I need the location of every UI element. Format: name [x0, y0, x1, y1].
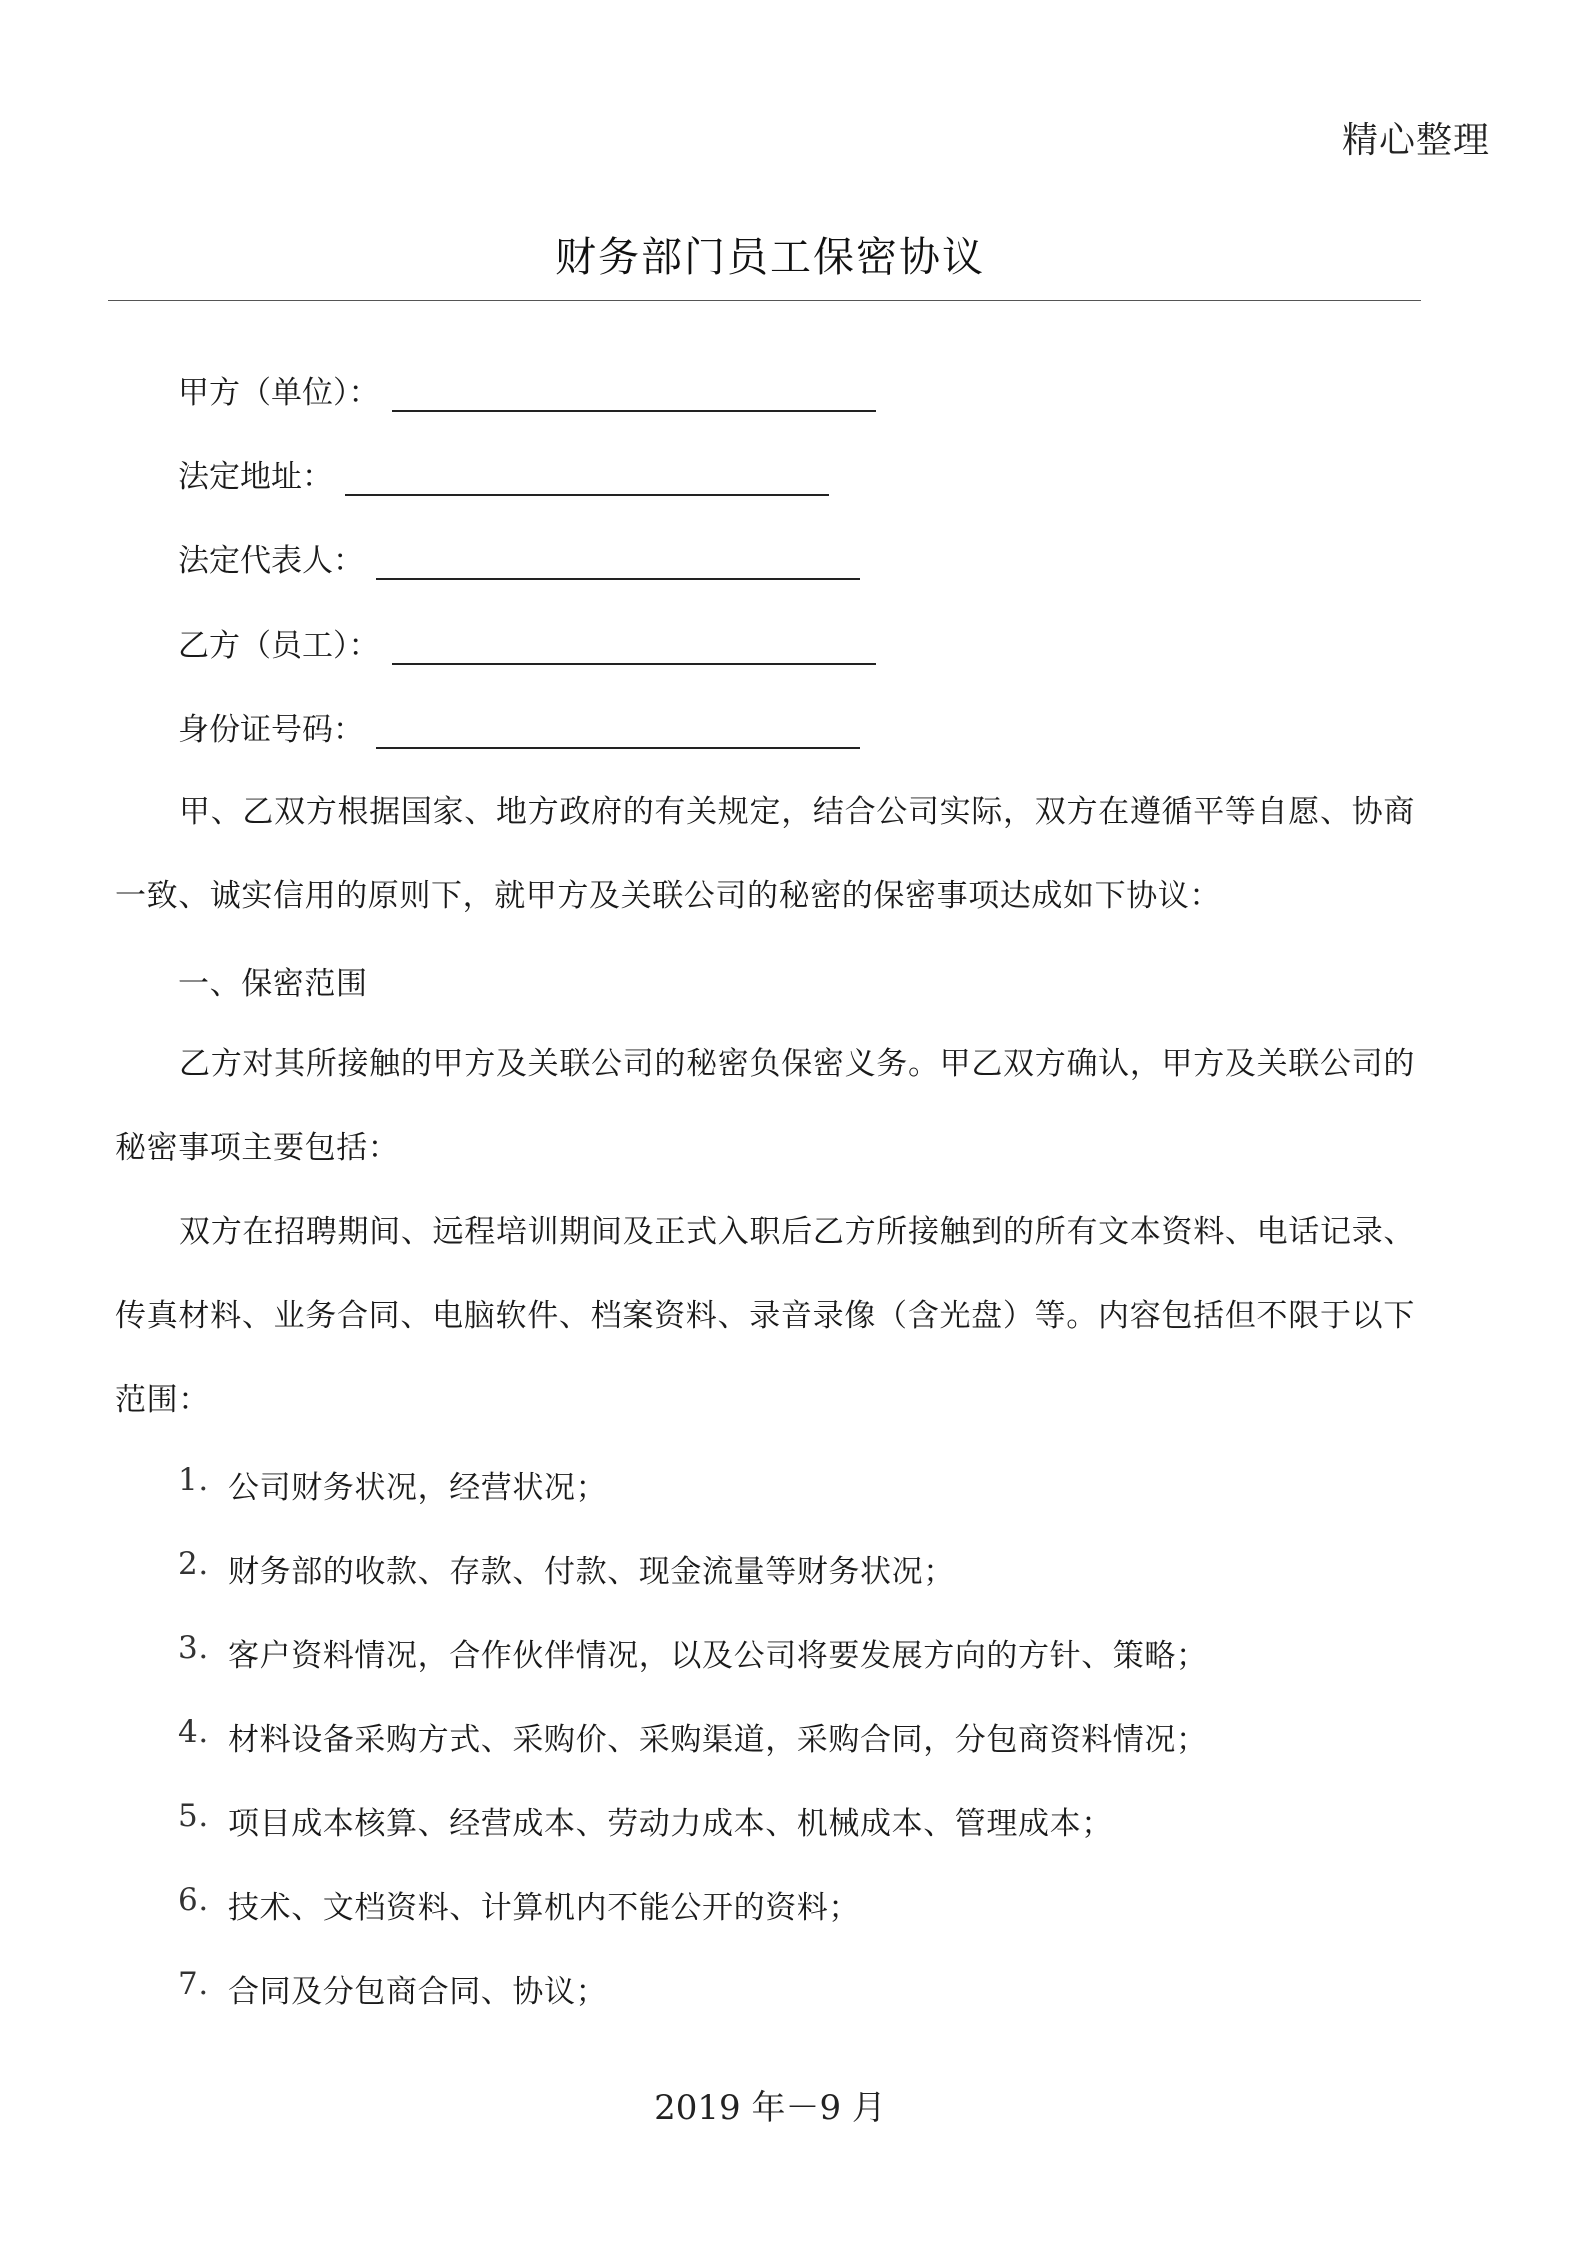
list-item-text: 材料设备采购方式、采购价、采购渠道，采购合同，分包商资料情况；	[228, 1722, 1208, 1758]
field-label-party-a: 甲方（单位）：	[178, 375, 380, 411]
section-heading-scope: 一、保密范围	[178, 966, 368, 1002]
list-item-text: 合同及分包商合同、协议；	[228, 1974, 608, 2010]
list-item-text: 客户资料情况，合作伙伴情况，以及公司将要发展方向的方针、策略；	[228, 1638, 1208, 1674]
field-legal-address	[178, 452, 829, 496]
field-blank-id-number[interactable]	[376, 707, 860, 749]
scope-paragraph: 乙方对其所接触的甲方及关联公司的秘密负保密义务。甲乙双方确认，甲方及关联公司的秘密事项主要包括：	[115, 1046, 1415, 1166]
list-item-text: 项目成本核算、经营成本、劳动力成本、机械成本、管理成本；	[228, 1806, 1113, 1842]
field-label-legal-representative: 法定代表人：	[178, 543, 364, 579]
list-item-text: 公司财务状况，经营状况；	[228, 1470, 608, 1506]
field-blank-legal-address[interactable]	[345, 454, 829, 496]
list-item-number: 7.	[178, 1966, 209, 2002]
field-id-number	[178, 705, 860, 749]
field-party-b	[178, 621, 876, 665]
list-item-number: 4.	[178, 1714, 209, 1750]
field-blank-party-b[interactable]	[392, 623, 876, 665]
field-blank-party-a[interactable]	[392, 370, 876, 412]
list-item-number: 5.	[178, 1798, 209, 1834]
document-title: 财务部门员工保密协议	[555, 233, 985, 281]
footer-date: 2019 年－9 月	[654, 2088, 886, 2128]
list-item	[178, 1462, 607, 1507]
list-item	[178, 1630, 1208, 1675]
list-item	[178, 1966, 607, 2011]
title-divider	[108, 300, 1421, 301]
field-label-id-number: 身份证号码：	[178, 712, 364, 748]
list-item	[178, 1546, 955, 1591]
list-item-number: 1.	[178, 1462, 209, 1498]
list-item	[178, 1714, 1208, 1759]
field-legal-representative	[178, 536, 860, 580]
list-item-number: 2.	[178, 1546, 209, 1582]
list-item-number: 3.	[178, 1630, 209, 1666]
field-label-party-b: 乙方（员工）：	[178, 628, 380, 664]
list-item	[178, 1798, 1113, 1843]
intro-paragraph: 甲、乙双方根据国家、地方政府的有关规定，结合公司实际，双方在遵循平等自愿、协商一致、诚实信用的原则下，就甲方及关联公司的秘密的保密事项达成如下协议：	[115, 794, 1415, 914]
list-item	[178, 1882, 860, 1927]
corner-note: 精心整理	[1341, 120, 1490, 161]
list-item-number: 6.	[178, 1882, 209, 1918]
field-blank-legal-representative[interactable]	[376, 538, 860, 580]
list-item-text: 技术、文档资料、计算机内不能公开的资料；	[228, 1890, 860, 1926]
field-party-a	[178, 368, 876, 412]
field-label-legal-address: 法定地址：	[178, 459, 333, 495]
materials-paragraph: 双方在招聘期间、远程培训期间及正式入职后乙方所接触到的所有文本资料、电话记录、传真材料、业务合同、电脑软件、档案资料、录音录像（含光盘）等。内容包括但不限于以下范围：	[115, 1214, 1415, 1418]
list-item-text: 财务部的收款、存款、付款、现金流量等财务状况；	[228, 1554, 955, 1590]
